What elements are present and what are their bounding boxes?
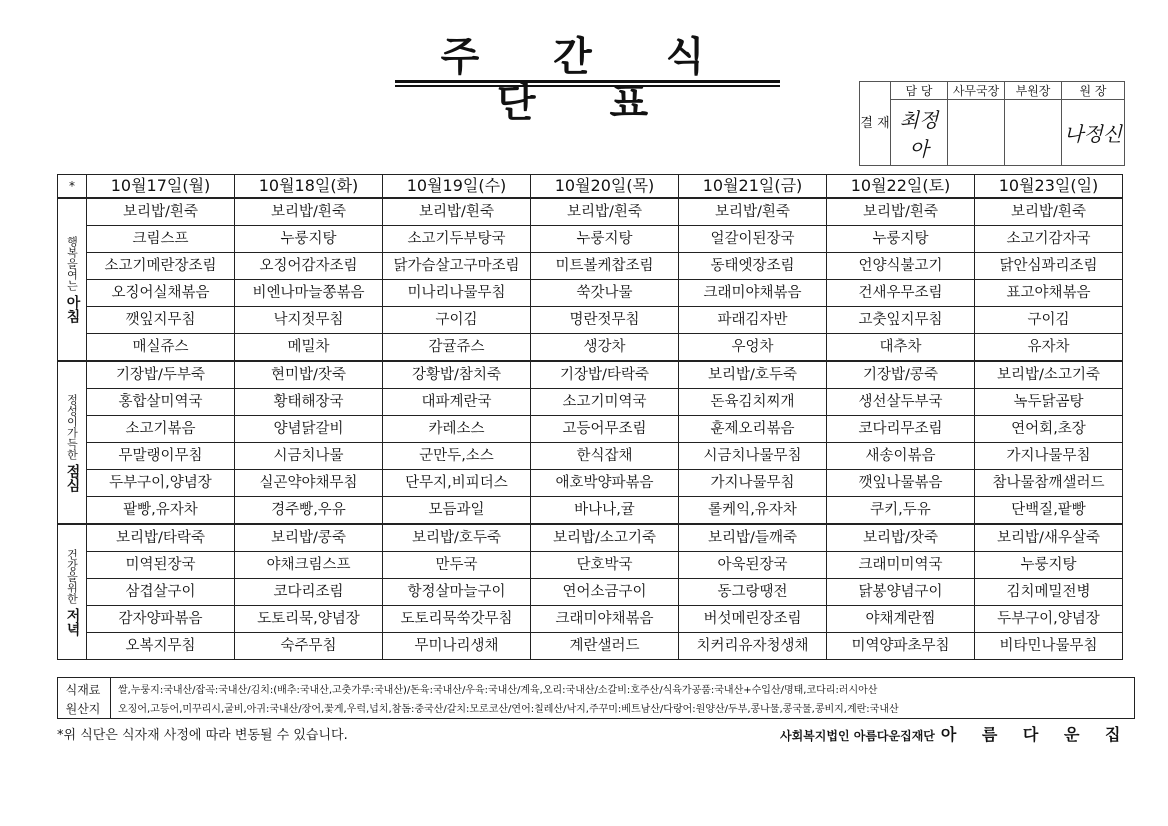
menu-cell: 깻잎나물볶음 <box>827 470 975 497</box>
menu-cell: 카레소스 <box>383 416 531 443</box>
signature <box>1005 100 1062 166</box>
origin-box <box>57 677 1135 719</box>
menu-cell: 미역된장국 <box>87 552 235 579</box>
menu-cell: 구이김 <box>975 307 1123 334</box>
menu-cell: 보리밥/흰죽 <box>679 198 827 226</box>
meal-label-small: 행복을여는 <box>65 236 79 291</box>
menu-row <box>58 552 1123 579</box>
day-header: 10월21일(금) <box>679 175 827 199</box>
menu-cell: 연어회,초장 <box>975 416 1123 443</box>
menu-cell: 무미나리생채 <box>383 633 531 660</box>
day-header: 10월19일(수) <box>383 175 531 199</box>
menu-cell: 쑥갓나물 <box>531 280 679 307</box>
menu-cell: 닭봉양념구이 <box>827 579 975 606</box>
divider <box>110 678 111 718</box>
day-header: 10월18일(화) <box>235 175 383 199</box>
approval-header: 사무국장 <box>948 82 1005 100</box>
menu-cell: 닭안심꽈리조림 <box>975 253 1123 280</box>
menu-row <box>58 389 1123 416</box>
menu-cell: 크림스프 <box>87 226 235 253</box>
menu-cell: 메밀차 <box>235 334 383 362</box>
menu-cell: 감자양파볶음 <box>87 606 235 633</box>
meal-label <box>58 198 87 361</box>
menu-cell: 얼갈이된장국 <box>679 226 827 253</box>
approval-header: 원 장 <box>1062 82 1125 100</box>
menu-cell: 숙주무침 <box>235 633 383 660</box>
menu-cell: 버섯메린장조림 <box>679 606 827 633</box>
menu-cell: 항정살마늘구이 <box>383 579 531 606</box>
menu-cell: 강황밥/참치죽 <box>383 361 531 389</box>
menu-cell: 오복지무침 <box>87 633 235 660</box>
menu-cell: 누룽지탕 <box>827 226 975 253</box>
menu-cell: 구이김 <box>383 307 531 334</box>
menu-cell: 오징어실채볶음 <box>87 280 235 307</box>
menu-cell: 보리밥/들깨죽 <box>679 524 827 552</box>
menu-cell: 군만두,소스 <box>383 443 531 470</box>
menu-cell: 소고기두부탕국 <box>383 226 531 253</box>
menu-cell: 파래김자반 <box>679 307 827 334</box>
menu-cell: 우엉차 <box>679 334 827 362</box>
menu-cell: 보리밥/소고기죽 <box>975 361 1123 389</box>
menu-cell: 매실쥬스 <box>87 334 235 362</box>
footnote: *위 식단은 식자재 사정에 따라 변동될 수 있습니다. <box>57 728 348 743</box>
meal-label-small: 건강을위한 <box>65 548 79 604</box>
menu-cell: 기장밥/콩죽 <box>827 361 975 389</box>
menu-cell: 참나물참깨샐러드 <box>975 470 1123 497</box>
menu-cell: 미나리나물무침 <box>383 280 531 307</box>
menu-cell: 시금치나물무침 <box>679 443 827 470</box>
menu-cell: 감귤쥬스 <box>383 334 531 362</box>
menu-cell: 삼겹살구이 <box>87 579 235 606</box>
meal-label-big: 저녁 <box>64 607 81 636</box>
day-header: 10월17일(월) <box>87 175 235 199</box>
menu-cell: 대파계란국 <box>383 389 531 416</box>
meal-label-big: 아침 <box>64 295 81 323</box>
menu-row <box>58 524 1123 552</box>
menu-cell: 보리밥/흰죽 <box>975 198 1123 226</box>
menu-cell: 도토리묵쑥갓무침 <box>383 606 531 633</box>
menu-cell: 계란샐러드 <box>531 633 679 660</box>
menu-cell: 양념닭갈비 <box>235 416 383 443</box>
menu-table <box>57 174 1123 660</box>
menu-cell: 누룽지탕 <box>235 226 383 253</box>
menu-cell: 아욱된장국 <box>679 552 827 579</box>
day-header: 10월22일(토) <box>827 175 975 199</box>
menu-cell: 비엔나마늘쫑볶음 <box>235 280 383 307</box>
menu-row <box>58 606 1123 633</box>
menu-cell: 비타민나물무침 <box>975 633 1123 660</box>
menu-cell: 생강차 <box>531 334 679 362</box>
menu-cell: 소고기볶음 <box>87 416 235 443</box>
menu-cell: 한식잡채 <box>531 443 679 470</box>
origin-text: 쌀,누룽지:국내산/잡곡:국내산/김치:(배추:국내산,고춧가루:국내산)/돈육:국내산/우육:국내산/계육,오리:국내산/소갈비:호주산/식육가공품:국내산+수입산/명태,코다리:러시아산 <box>118 685 878 696</box>
menu-cell: 두부구이,양념장 <box>975 606 1123 633</box>
signature: 최정아 <box>891 100 948 166</box>
menu-cell: 누룽지탕 <box>975 552 1123 579</box>
menu-row <box>58 334 1123 362</box>
menu-cell: 누룽지탕 <box>531 226 679 253</box>
menu-row <box>58 198 1123 226</box>
approval-header: 담 당 <box>891 82 948 100</box>
menu-cell: 무말랭이무침 <box>87 443 235 470</box>
meal-label <box>58 361 87 524</box>
menu-cell: 대추차 <box>827 334 975 362</box>
menu-cell: 언양식불고기 <box>827 253 975 280</box>
menu-cell: 유자차 <box>975 334 1123 362</box>
menu-cell: 야채크림스프 <box>235 552 383 579</box>
menu-cell: 훈제오리볶음 <box>679 416 827 443</box>
meal-label-small: 정성이가득한 <box>65 393 79 460</box>
org-name: 아 름 다 운 집 <box>940 725 1131 744</box>
menu-cell: 녹두닭곰탕 <box>975 389 1123 416</box>
menu-cell: 홍합살미역국 <box>87 389 235 416</box>
origin-label: 원산지 <box>65 702 101 716</box>
menu-cell: 기장밥/두부죽 <box>87 361 235 389</box>
signature: 나정신 <box>1062 100 1125 166</box>
approval-box <box>859 81 1125 166</box>
menu-cell: 바나나,귤 <box>531 497 679 525</box>
menu-cell: 보리밥/호두죽 <box>383 524 531 552</box>
menu-cell: 크래미야채볶음 <box>679 280 827 307</box>
menu-cell: 보리밥/흰죽 <box>87 198 235 226</box>
menu-cell: 동그랑땡전 <box>679 579 827 606</box>
menu-cell: 깻잎지무침 <box>87 307 235 334</box>
meal-label-big: 점심 <box>64 463 81 492</box>
menu-cell: 만두국 <box>383 552 531 579</box>
menu-cell: 닭가슴살고구마조림 <box>383 253 531 280</box>
meal-label <box>58 524 87 660</box>
menu-cell: 김치메밀전병 <box>975 579 1123 606</box>
menu-cell: 낙지젓무침 <box>235 307 383 334</box>
menu-cell: 기장밥/타락죽 <box>531 361 679 389</box>
menu-cell: 소고기감자국 <box>975 226 1123 253</box>
menu-cell: 보리밥/흰죽 <box>827 198 975 226</box>
organization <box>780 722 1130 745</box>
page-title: 주 간 식 단 표 <box>395 34 780 83</box>
menu-cell: 실곤약야채무침 <box>235 470 383 497</box>
menu-cell: 보리밥/콩죽 <box>235 524 383 552</box>
menu-cell: 보리밥/흰죽 <box>235 198 383 226</box>
menu-cell: 명란젓무침 <box>531 307 679 334</box>
day-header: 10월20일(목) <box>531 175 679 199</box>
menu-cell: 생선살두부국 <box>827 389 975 416</box>
approval-header: 부원장 <box>1005 82 1062 100</box>
menu-cell: 가지나물무침 <box>975 443 1123 470</box>
menu-row <box>58 226 1123 253</box>
menu-cell: 황태해장국 <box>235 389 383 416</box>
menu-row <box>58 416 1123 443</box>
menu-cell: 보리밥/새우살죽 <box>975 524 1123 552</box>
menu-cell: 건새우무조림 <box>827 280 975 307</box>
menu-cell: 동태엣장조림 <box>679 253 827 280</box>
menu-cell: 도토리묵,양념장 <box>235 606 383 633</box>
menu-cell: 두부구이,양념장 <box>87 470 235 497</box>
menu-cell: 단호박국 <box>531 552 679 579</box>
menu-cell: 미트볼케찹조림 <box>531 253 679 280</box>
menu-row <box>58 307 1123 334</box>
menu-cell: 고춧잎지무침 <box>827 307 975 334</box>
menu-cell: 오징어감자조림 <box>235 253 383 280</box>
menu-cell: 소고기미역국 <box>531 389 679 416</box>
menu-cell: 롤케익,유자차 <box>679 497 827 525</box>
day-header: 10월23일(일) <box>975 175 1123 199</box>
menu-cell: 크래미미역국 <box>827 552 975 579</box>
menu-row <box>58 361 1123 389</box>
menu-cell: 단백질,팥빵 <box>975 497 1123 525</box>
menu-cell: 가지나물무침 <box>679 470 827 497</box>
menu-cell: 시금치나물 <box>235 443 383 470</box>
menu-cell: 애호박양파볶음 <box>531 470 679 497</box>
corner-cell: * <box>58 175 87 199</box>
menu-row <box>58 497 1123 525</box>
menu-cell: 보리밥/잣죽 <box>827 524 975 552</box>
menu-cell: 보리밥/타락죽 <box>87 524 235 552</box>
signature <box>948 100 1005 166</box>
menu-cell: 치커리유자청생채 <box>679 633 827 660</box>
menu-cell: 연어소금구이 <box>531 579 679 606</box>
menu-row <box>58 633 1123 660</box>
menu-cell: 경주빵,우유 <box>235 497 383 525</box>
menu-cell: 보리밥/소고기죽 <box>531 524 679 552</box>
menu-cell: 코다리무조림 <box>827 416 975 443</box>
menu-cell: 쿠키,두유 <box>827 497 975 525</box>
menu-cell: 소고기메란장조림 <box>87 253 235 280</box>
menu-cell: 팥빵,유자차 <box>87 497 235 525</box>
menu-cell: 새송이볶음 <box>827 443 975 470</box>
org-prefix: 사회복지법인 아름다운집재단 <box>780 729 935 743</box>
origin-label: 식재료 <box>65 683 101 697</box>
menu-row <box>58 579 1123 606</box>
menu-row <box>58 470 1123 497</box>
approval-label: 결 재 <box>860 82 891 166</box>
menu-cell: 현미밥/잣죽 <box>235 361 383 389</box>
menu-row <box>58 253 1123 280</box>
menu-cell: 고등어무조림 <box>531 416 679 443</box>
menu-cell: 보리밥/호두죽 <box>679 361 827 389</box>
menu-cell: 코다리조림 <box>235 579 383 606</box>
menu-cell: 보리밥/흰죽 <box>383 198 531 226</box>
menu-row <box>58 443 1123 470</box>
menu-cell: 표고야채볶음 <box>975 280 1123 307</box>
menu-cell: 단무지,비피더스 <box>383 470 531 497</box>
menu-cell: 야채계란찜 <box>827 606 975 633</box>
menu-cell: 보리밥/흰죽 <box>531 198 679 226</box>
menu-cell: 돈육김치찌개 <box>679 389 827 416</box>
menu-row <box>58 280 1123 307</box>
menu-cell: 크래미야채볶음 <box>531 606 679 633</box>
menu-cell: 미역양파초무침 <box>827 633 975 660</box>
menu-cell: 모듬과일 <box>383 497 531 525</box>
origin-text: 오징어,고등어,미꾸리시,굴비,아귀:국내산/장어,꽃게,우럭,넙치,참돔:중국산/갈치:모로코산/연어:칠레산/낙지,주꾸미:베트남산/다랑어:원양산/두부,콩나물,콩국물,콩비지,계란:국내산 <box>118 704 899 715</box>
